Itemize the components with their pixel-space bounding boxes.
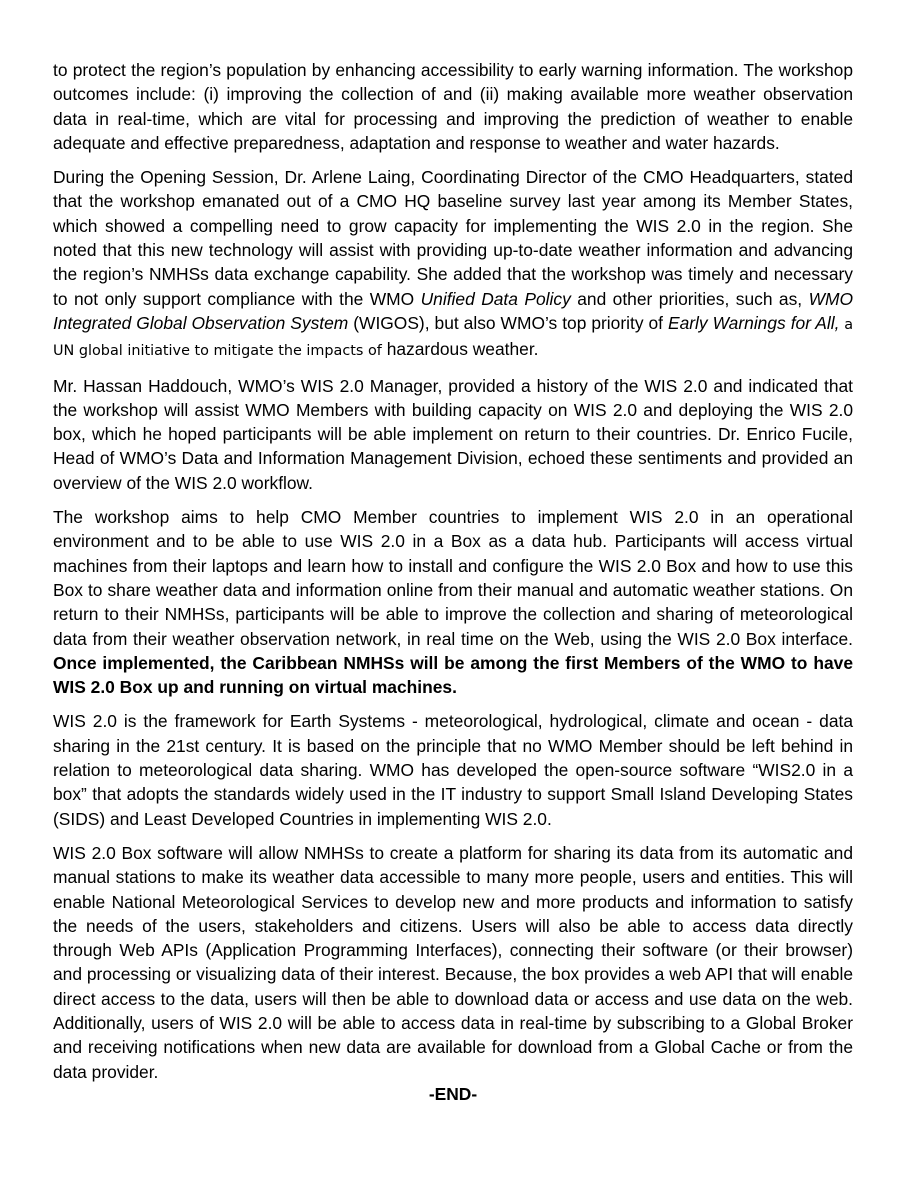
text-run: The workshop aims to help CMO Member countries to implement WIS 2.0 in an operational environment and to be able to use WIS 2.0 in a Box as a data hub. Participants will access virtual machines from their laptops and learn how to install and configure the WIS 2.0 Box and how to use this Box to share weather data and information online from their manual and automatic weather stations. On return to their NMHSs, participants will be able to improve the collection and sharing of meteorological data from their weather observation network, in real time on the Web, using the WIS 2.0 Box interface.	[53, 507, 853, 649]
paragraph-wis-framework	[53, 709, 853, 830]
text-run: WIS 2.0 Box software will allow NMHSs to create a platform for sharing its data from its automatic and manual stations to make its weather data accessible to many more people, users and entities. This will enable National Meteorological Services to develop new and more products and information to satisfy the needs of the users, stakeholders and citizens. Users will also be able to access data directly through Web APIs (Application Programming Interfaces), connecting their software (or their browser) and processing or visualizing data of their interest. Because, the box provides a web API that will enable direct access to the data, users will then be able to download data or access and use data on the web. Additionally, users of WIS 2.0 will be able to access data in real-time by subscribing to a Global Broker and receiving notifications when new data are available for download from a Global Cache or from the data provider.	[53, 842, 853, 1082]
paragraph-workshop-outcomes	[53, 58, 853, 155]
end-marker: -END-	[428, 1083, 478, 1104]
italic-text-run: Early Warnings for All,	[667, 312, 840, 333]
text-run: During the Opening Session, Dr. Arlene Laing, Coordinating Director of the CMO Headquarters, stated that the workshop emanated out of a CMO HQ baseline survey last year among its Member States, which showed a compelling need to grow capacity for implementing the WIS 2.0 in the region. She noted that this new technology will assist with providing up-to-date weather information and advancing the region’s NMHSs data exchange capability. She added that the workshop was timely and necessary to not only support compliance with the WMO	[53, 167, 853, 309]
document-page	[53, 58, 853, 1106]
text-run: hazardous weather.	[381, 339, 539, 360]
bold-text-run: Once implemented, the Caribbean NMHSs will be among the first Members of the WMO to have WIS 2.0 Box up and running on virtual machines.	[53, 652, 853, 698]
italic-text-run: Unified Data Policy	[420, 288, 571, 309]
paragraph-wis-box-software	[53, 841, 853, 1084]
text-run: Mr. Hassan Haddouch, WMO’s WIS 2.0 Manager, provided a history of the WIS 2.0 and indicated that the workshop will assist WMO Members with building capacity on WIS 2.0 and deploying the WIS 2.0 box, which he hoped participants will be able implement on return to their countries. Dr. Enrico Fucile, Head of WMO’s Data and Information Management Division, echoed these sentiments and provided an overview of the WIS 2.0 workflow.	[53, 375, 853, 493]
paragraph-workshop-aims	[53, 505, 853, 699]
text-run: (WIGOS), but also WMO’s top priority of	[348, 312, 668, 333]
text-run: WIS 2.0 is the framework for Earth Systems - meteorological, hydrological, climate and ocean - data sharing in the 21st century. It is based on the principle that no WMO Member should be left behind in relation to meteorological data sharing. WMO has developed the open-source software “WIS2.0 in a box” that adopts the standards widely used in the IT industry to support Small Island Developing States (SIDS) and Least Developed Countries in implementing WIS 2.0.	[53, 711, 853, 829]
text-run: to protect the region’s population by enhancing accessibility to early warning information. The workshop outcomes include: (i) improving the collection of and (ii) making available more weather observation data in real-time, which are vital for processing and improving the prediction of weather to enable adequate and effective preparedness, adaptation and response to weather and water hazards.	[53, 60, 853, 153]
text-run: and other priorities, such as,	[570, 288, 809, 309]
italic-text-run: WMO Integrated Global Observation System	[53, 288, 854, 333]
paragraph-opening-session	[53, 165, 853, 363]
alt-font-text-run: a UN global initiative to mitigate the impacts of	[53, 316, 854, 360]
paragraph-wis-manager	[53, 374, 853, 495]
